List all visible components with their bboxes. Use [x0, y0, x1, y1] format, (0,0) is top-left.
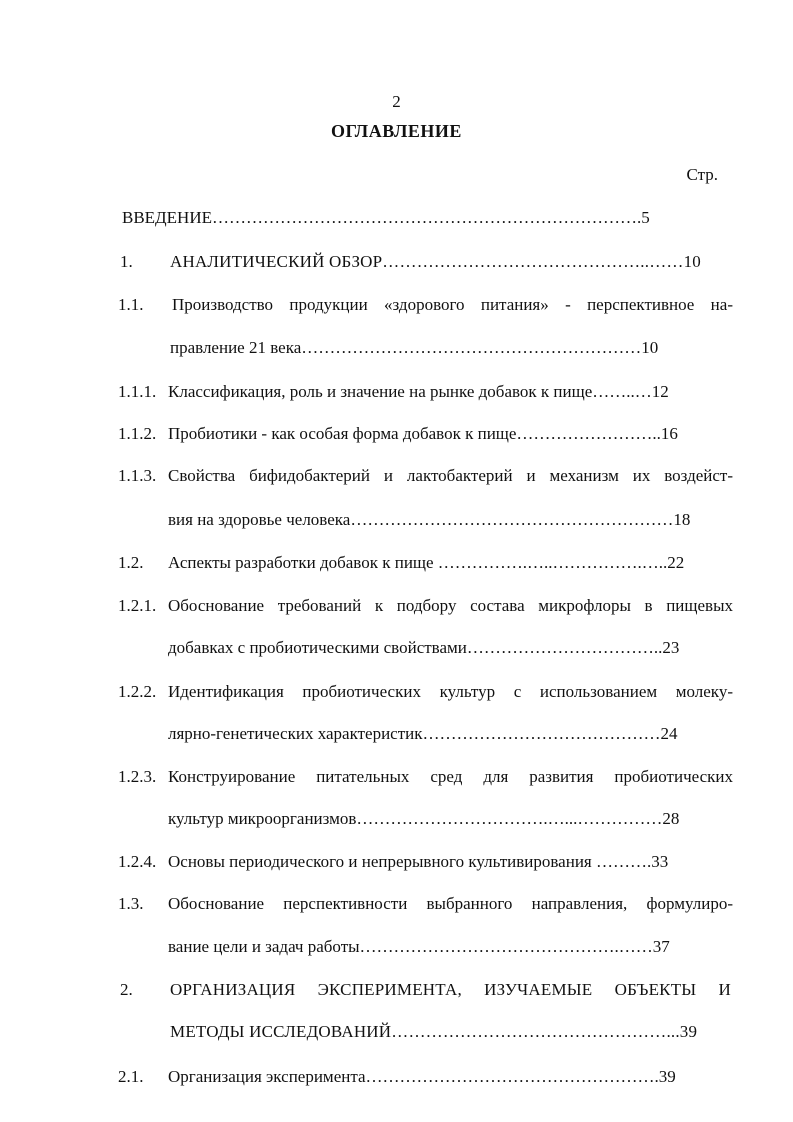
toc-entry-text: Основы периодического и непрерывного культивирования ……….33 — [168, 852, 669, 871]
toc-entry-text: Классификация, роль и значение на рынке добавок к пище……..…12 — [168, 382, 669, 401]
toc-entry-number: 1.1.3. — [118, 466, 157, 485]
toc-entry-text-continued: добавках с пробиотическими свойствами……………………………..23 — [168, 638, 680, 657]
toc-entry-number: 1.2.2. — [118, 682, 157, 701]
toc-entry-number: 1.2. — [118, 553, 144, 572]
toc-entry-number: 1.2.1. — [118, 596, 157, 615]
toc-entry-number: 1.1.2. — [118, 424, 157, 443]
toc-entry-number: 1.3. — [118, 894, 144, 913]
toc-entry-text: Организация эксперимента…………………………………………….39 — [168, 1067, 676, 1086]
toc-entry-text: Аспекты разработки добавок к пище …………….…..…………….…..22 — [168, 553, 685, 572]
toc-entry-number: 2. — [120, 980, 133, 999]
toc-entry-text: Конструирование питательных сред для развития пробиотических — [168, 767, 733, 786]
toc-entry-text: Идентификация пробиотических культур с использованием молеку- — [168, 682, 733, 701]
toc-title: ОГЛАВЛЕНИЕ — [331, 121, 462, 141]
toc-entry-text: ОРГАНИЗАЦИЯ ЭКСПЕРИМЕНТА, ИЗУЧАЕМЫЕ ОБЪЕКТЫ И — [170, 980, 731, 999]
toc-entry-text: Обоснование перспективности выбранного направления, формулиро- — [168, 894, 733, 913]
toc-entry-number: 1.1.1. — [118, 382, 157, 401]
page-column-label: Стр. — [686, 165, 718, 184]
toc-entry-text: Производство продукции «здорового питания» - перспективное на- — [172, 295, 733, 314]
toc-entry-number: 1. — [120, 252, 133, 271]
toc-entry-text: Пробиотики - как особая форма добавок к пище……………………..16 — [168, 424, 678, 443]
toc-entry-text-continued: вание цели и задач работы……………………………………….……37 — [168, 937, 670, 956]
toc-entry-number: 2.1. — [118, 1067, 144, 1086]
toc-entry-text-continued: правление 21 века……………………………………………………10 — [170, 338, 659, 357]
toc-entry-text: Свойства бифидобактерий и лактобактерий и механизм их воздейст- — [168, 466, 733, 485]
toc-entry-introduction: ВВЕДЕНИЕ………………………………………………………………….5 — [122, 208, 650, 227]
toc-entry-number: 1.2.3. — [118, 767, 157, 786]
toc-entry-text: АНАЛИТИЧЕСКИЙ ОБЗОР………………………………………..……10 — [170, 252, 701, 271]
toc-entry-text-continued: культур микроорганизмов…………………………….…...……………28 — [168, 809, 680, 828]
toc-entry-text-continued: вия на здоровье человека…………………………………………………18 — [168, 510, 691, 529]
toc-entry-number: 1.1. — [118, 295, 144, 314]
toc-entry-text: Обоснование требований к подбору состава микрофлоры в пищевых — [168, 596, 733, 615]
toc-entry-text-continued: лярно-генетических характеристик……………………………………24 — [168, 724, 678, 743]
toc-entry-text-continued: МЕТОДЫ ИССЛЕДОВАНИЙ…………………………………………...39 — [170, 1022, 698, 1041]
page-number: 2 — [392, 92, 401, 111]
toc-entry-number: 1.2.4. — [118, 852, 157, 871]
